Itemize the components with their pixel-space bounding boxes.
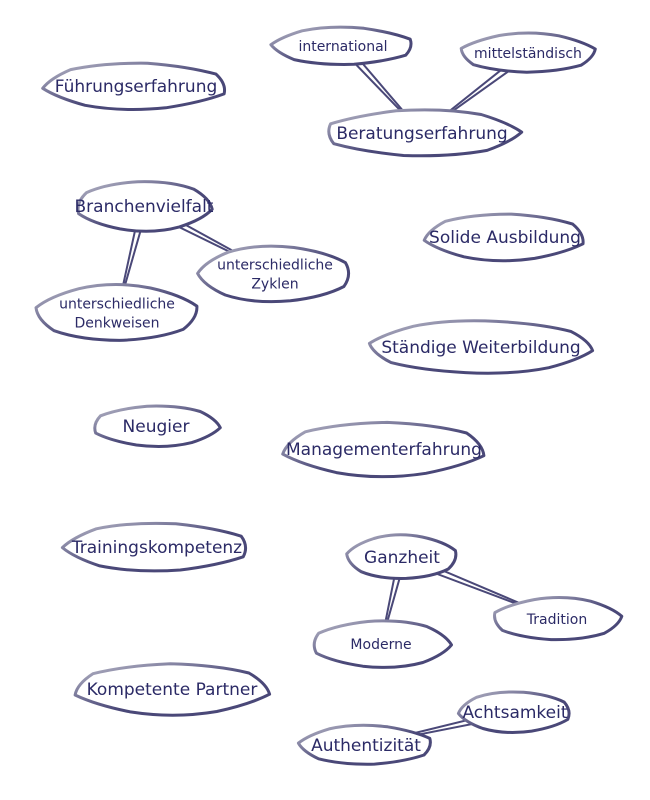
cloud-ganzheit <box>347 535 456 579</box>
cloud-mittelstaendisch <box>461 33 595 72</box>
cloud-trainingskompetenz <box>62 523 245 571</box>
cloud-label <box>474 46 582 62</box>
cloud-solide-ausbildung <box>424 214 583 261</box>
cloud-shape <box>36 285 197 341</box>
cloud-label-line: Kompetente Partner <box>86 680 258 700</box>
cloud-label-line: international <box>298 38 388 55</box>
cloud-label <box>526 612 587 628</box>
cloud-managementerfahrung <box>283 422 484 476</box>
cloud-label-line: Neugier <box>122 416 190 437</box>
cloud-label-line: Ständige Weiterbildung <box>381 337 581 358</box>
cloud-label <box>123 417 190 437</box>
cloud-moderne <box>314 621 451 668</box>
cloud-shape <box>198 246 349 302</box>
cloud-label <box>462 703 567 723</box>
cloud-label <box>311 736 421 756</box>
cloud-unterschiedliche-denkweisen <box>36 285 197 341</box>
cloud-label <box>71 538 242 558</box>
cloud-label <box>55 77 218 97</box>
cloud-label-line: unterschiedliche <box>59 296 175 313</box>
cloud-staendige-weiterbildung <box>369 321 592 373</box>
cloud-label <box>350 637 411 653</box>
cloud-label-line: Denkweisen <box>74 315 160 332</box>
cloud-label-line: Führungserfahrung <box>54 77 218 97</box>
cloud-label-line: mittelständisch <box>474 45 582 62</box>
cloud-label-line: Zyklen <box>251 276 299 293</box>
cloud-label-line: Tradition <box>526 611 588 628</box>
cloud-fuehrungserfahrung <box>43 63 225 109</box>
cloud-label-line: Authentizität <box>311 736 421 756</box>
cloud-label <box>298 39 387 55</box>
cloud-label <box>75 197 214 217</box>
cloud-unterschiedliche-zyklen <box>198 246 349 302</box>
cloud-label <box>429 228 581 248</box>
cloud-beratungserfahrung <box>329 110 522 156</box>
clouds-layer <box>36 27 622 764</box>
cloud-label-line: Achtsamkeit <box>462 703 568 723</box>
cloud-label-line: Solide Ausbildung <box>429 227 581 248</box>
cloud-label <box>364 548 440 568</box>
cloud-achtsamkeit <box>458 692 569 733</box>
cloud-label-line: Trainingskompetenz <box>71 538 243 558</box>
cloud-label <box>336 124 507 144</box>
cloud-international <box>271 27 411 64</box>
cloud-branchenvielfalt <box>75 182 214 232</box>
cloud-label-line: Beratungserfahrung <box>336 123 508 144</box>
cloud-label-line: Moderne <box>350 636 412 653</box>
cloud-label <box>381 338 580 358</box>
cloud-neugier <box>95 406 221 446</box>
cloud-label <box>286 440 482 460</box>
cloud-label-line: Managementerfahrung <box>286 439 482 460</box>
cloud-kompetente-partner <box>75 664 270 715</box>
cloud-label-line: unterschiedliche <box>217 257 333 274</box>
cloud-authentizitaet <box>298 725 430 764</box>
cloud-label <box>87 680 258 700</box>
cloud-tradition <box>495 598 622 640</box>
cloud-label-line: Branchenvielfalt <box>74 196 214 217</box>
cloud-label-line: Ganzheit <box>364 548 440 568</box>
